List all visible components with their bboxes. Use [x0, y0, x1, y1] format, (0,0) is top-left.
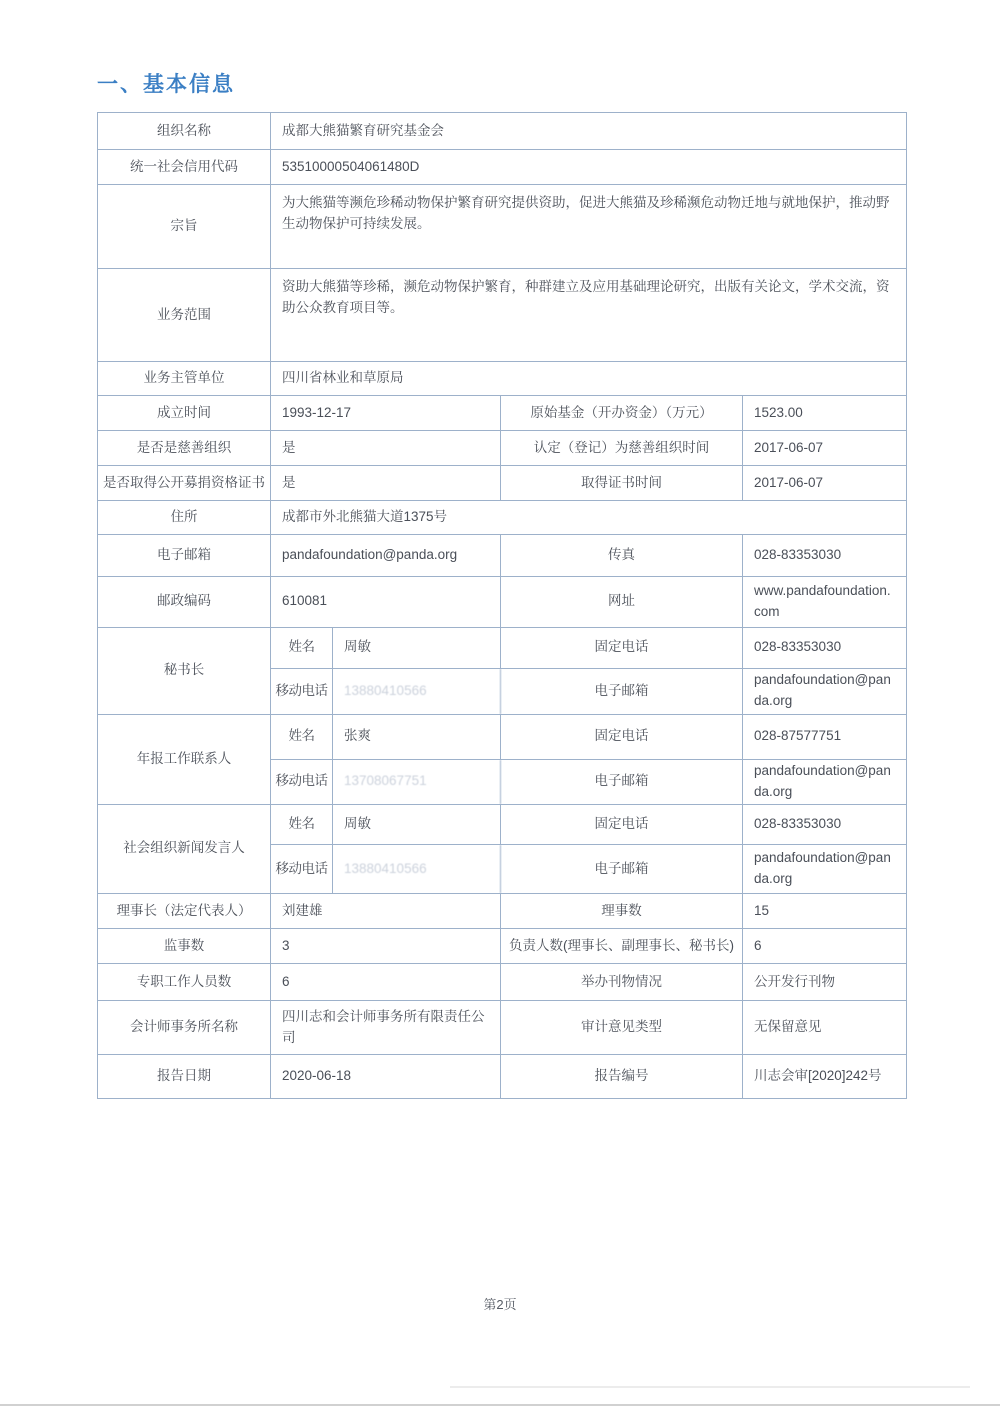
row-label: 理事长（法定代表人）: [98, 894, 271, 928]
row-value-secondary: 1523.00: [754, 404, 803, 420]
row-value-secondary: 028-83353030: [754, 547, 842, 563]
table-row: [98, 894, 906, 929]
sub-label: 移动电话: [271, 760, 333, 804]
row-label-secondary: 举办刊物情况: [501, 964, 743, 1000]
row-label: 住所: [98, 501, 271, 534]
row-label-secondary: 电子邮箱: [501, 669, 743, 714]
table-row: [98, 113, 906, 150]
sub-row: [271, 845, 906, 893]
row-label: 报告日期: [98, 1055, 271, 1098]
page-number: 第2页: [483, 1297, 517, 1312]
table-row: [98, 929, 906, 964]
row-label: 宗旨: [98, 185, 271, 268]
row-label: 业务范围: [98, 269, 271, 361]
row-value: 3: [271, 929, 501, 963]
row-value-secondary: 028-87577751: [754, 728, 842, 744]
sub-label: 姓名: [271, 628, 333, 668]
row-value: 是: [271, 431, 501, 465]
table-row: [98, 396, 906, 431]
sub-value-redacted: 13880410566: [333, 845, 501, 893]
row-value-secondary: 无保留意见: [754, 1019, 822, 1035]
scan-artifact-smudge: [450, 1386, 970, 1388]
table-row: [98, 150, 906, 185]
table-row: [98, 628, 906, 715]
row-label-secondary: 负责人数(理事长、副理事长、秘书长): [501, 929, 743, 963]
row-label-secondary: 传真: [501, 535, 743, 576]
row-label: 年报工作联系人: [98, 715, 271, 804]
sub-row: [271, 805, 906, 846]
row-value-secondary: 028-83353030: [754, 815, 842, 831]
row-value-secondary: 2017-06-07: [754, 474, 824, 490]
row-value: 1993-12-17: [271, 396, 501, 430]
row-value-secondary: pandafoundation@panda.org: [754, 762, 891, 799]
row-value: 为大熊猫等濒危珍稀动物保护繁育研究提供资助，促进大熊猫及珍稀濒危动物迁地与就地保护，推动野生动物保护可持续发展。: [282, 195, 890, 231]
row-value-secondary: 川志会审[2020]242号: [754, 1068, 882, 1084]
row-value-secondary: pandafoundation@panda.org: [754, 850, 891, 887]
sub-value-redacted: 13880410566: [333, 669, 501, 714]
table-row: [98, 1055, 906, 1098]
row-value-secondary: 2017-06-07: [754, 439, 824, 455]
row-value: 2020-06-18: [271, 1055, 501, 1098]
row-value: 成都市外北熊猫大道1375号: [282, 509, 448, 525]
row-label: 是否取得公开募捐资格证书: [98, 466, 271, 500]
scan-artifact-line: [0, 1404, 1000, 1406]
row-label-secondary: 电子邮箱: [501, 845, 743, 893]
row-label-secondary: 电子邮箱: [501, 760, 743, 804]
row-value-secondary: www.pandafoundation.com: [754, 583, 891, 619]
sub-label: 姓名: [271, 805, 333, 845]
row-label-secondary: 固定电话: [501, 805, 743, 845]
row-label: 业务主管单位: [98, 362, 271, 395]
sub-row: [271, 628, 906, 669]
row-label: 电子邮箱: [98, 535, 271, 576]
row-value: pandafoundation@panda.org: [271, 535, 501, 576]
row-label: 统一社会信用代码: [98, 150, 271, 184]
row-label: 专职工作人员数: [98, 964, 271, 1000]
row-label: 会计师事务所名称: [98, 1001, 271, 1054]
row-value: 四川志和会计师事务所有限责任公司: [271, 1001, 501, 1054]
row-value: 四川省林业和草原局: [282, 370, 404, 386]
table-row: [98, 501, 906, 535]
row-value: 53510000504061480D: [282, 158, 420, 174]
sub-label: 移动电话: [271, 845, 333, 893]
table-row: [98, 466, 906, 501]
row-label-secondary: 网址: [501, 577, 743, 627]
row-label: 邮政编码: [98, 577, 271, 627]
row-label: 组织名称: [98, 113, 271, 149]
row-value: 刘建雄: [271, 894, 501, 928]
sub-rows: [271, 715, 906, 804]
row-value-secondary: 15: [754, 902, 770, 918]
row-label: 监事数: [98, 929, 271, 963]
sub-value: 周敏: [333, 628, 501, 668]
row-label: 成立时间: [98, 396, 271, 430]
sub-row: [271, 669, 906, 714]
sub-row: [271, 715, 906, 760]
table-row: [98, 362, 906, 396]
row-value-secondary: 6: [754, 937, 762, 953]
row-label-secondary: 取得证书时间: [501, 466, 743, 500]
row-label-secondary: 报告编号: [501, 1055, 743, 1098]
table-row: [98, 431, 906, 466]
row-value-secondary: 028-83353030: [754, 639, 842, 655]
sub-label: 姓名: [271, 715, 333, 759]
sub-value: 张爽: [333, 715, 501, 759]
sub-value: 周敏: [333, 805, 501, 845]
basic-info-table: [97, 112, 907, 1099]
table-row: [98, 269, 906, 362]
sub-rows: [271, 628, 906, 714]
table-row: [98, 715, 906, 805]
row-value: 资助大熊猫等珍稀，濒危动物保护繁育，种群建立及应用基础理论研究，出版有关论文，学术交流，资助公众教育项目等。: [282, 279, 890, 315]
row-value-secondary: 公开发行刊物: [754, 973, 835, 989]
row-label: 是否是慈善组织: [98, 431, 271, 465]
row-value-secondary: pandafoundation@panda.org: [754, 672, 891, 709]
row-value: 是: [271, 466, 501, 500]
row-label: 秘书长: [98, 628, 271, 714]
row-label-secondary: 审计意见类型: [501, 1001, 743, 1054]
table-row: [98, 805, 906, 895]
row-value: 成都大熊猫繁育研究基金会: [282, 122, 444, 138]
table-row: [98, 185, 906, 269]
row-label-secondary: 固定电话: [501, 628, 743, 668]
sub-row: [271, 760, 906, 804]
table-row: [98, 1001, 906, 1055]
sub-rows: [271, 805, 906, 894]
table-row: [98, 577, 906, 628]
sub-label: 移动电话: [271, 669, 333, 714]
row-value: 6: [271, 964, 501, 1000]
row-label-secondary: 理事数: [501, 894, 743, 928]
table-row: [98, 964, 906, 1001]
section-title: 一、基本信息: [97, 73, 235, 96]
row-label: 社会组织新闻发言人: [98, 805, 271, 894]
table-row: [98, 535, 906, 577]
row-label-secondary: 原始基金（开办资金）（万元）: [501, 396, 743, 430]
row-label-secondary: 认定（登记）为慈善组织时间: [501, 431, 743, 465]
row-value: 610081: [271, 577, 501, 627]
row-label-secondary: 固定电话: [501, 715, 743, 759]
sub-value-redacted: 13708067751: [333, 760, 501, 804]
